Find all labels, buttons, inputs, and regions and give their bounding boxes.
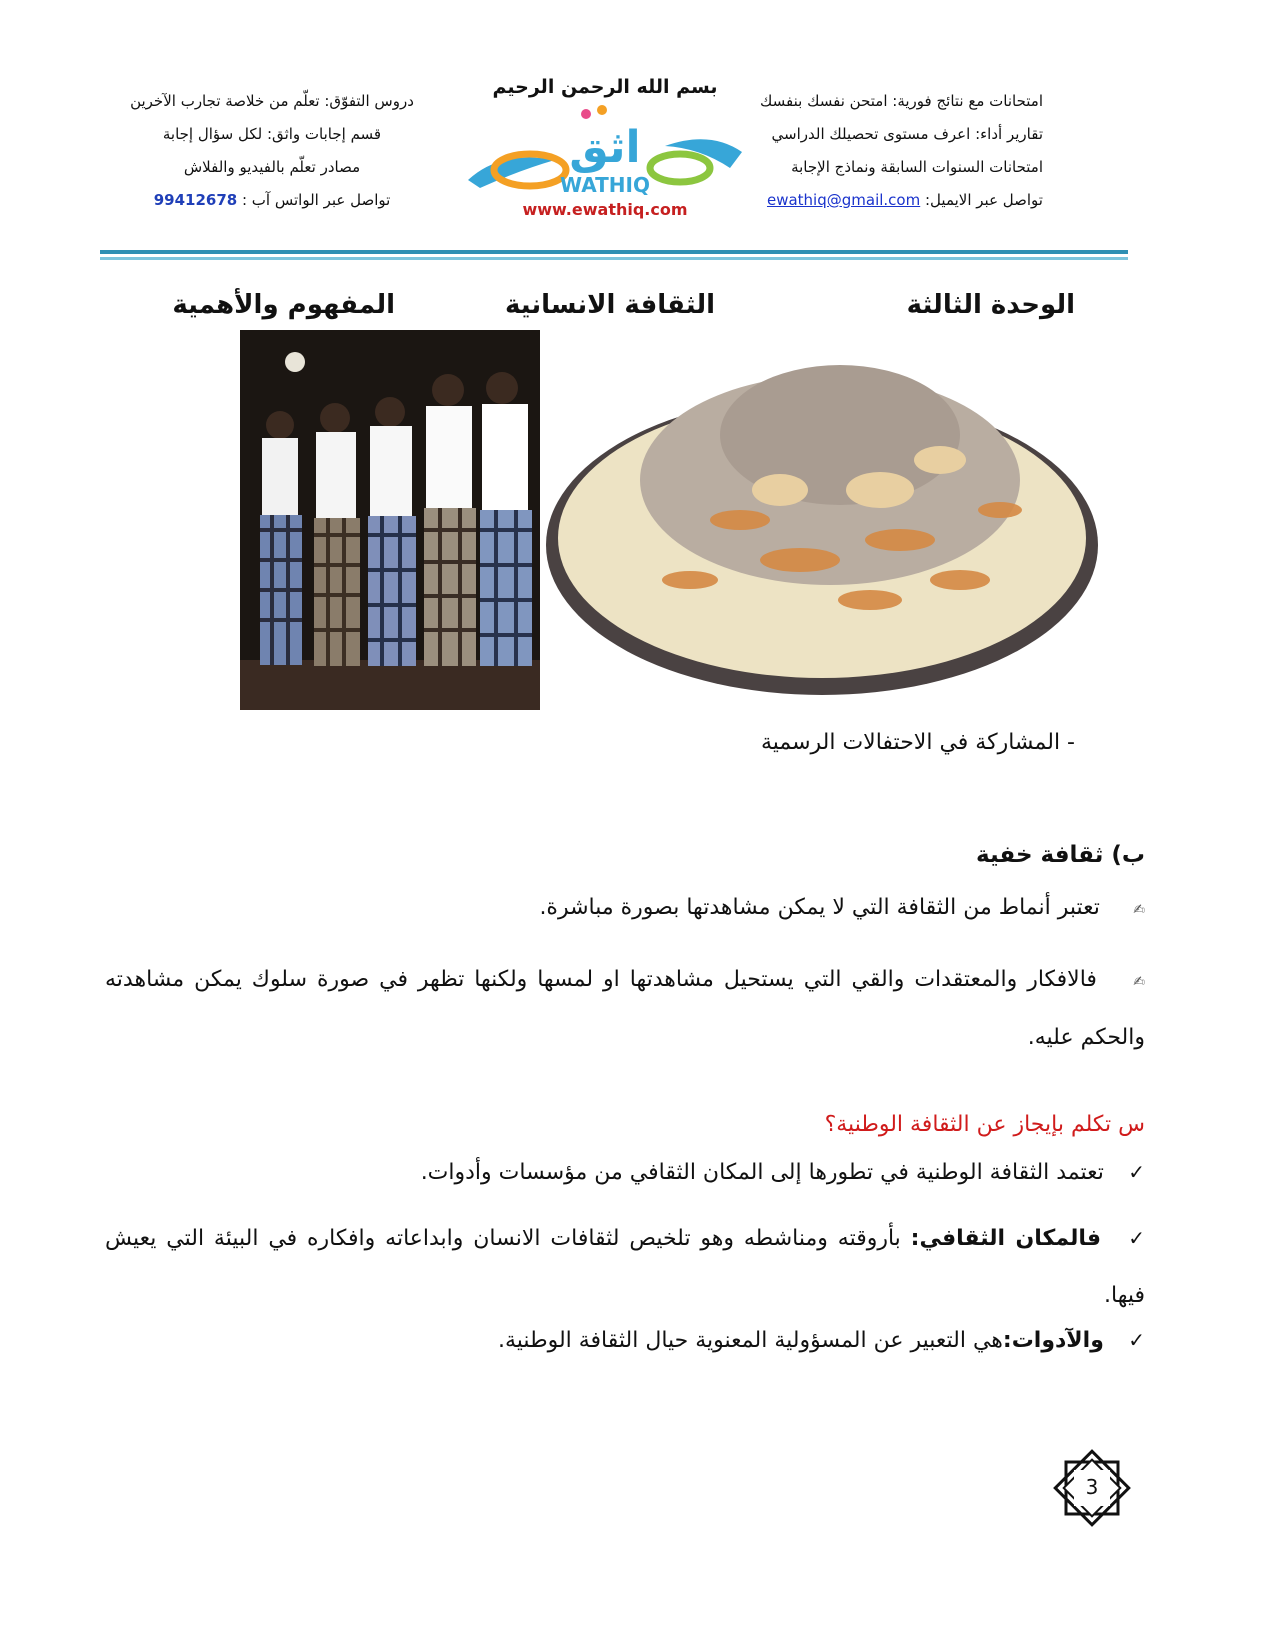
email-link[interactable]: ewathiq@gmail.com [766, 191, 921, 209]
hidden-bullet-text-2: فالافكار والمعتقدات والقي التي يستحيل مشاهدتها او لمسها ولكنها تظهر في صورة سلوك يمكن مشاهدته والحكم عليه. [105, 967, 1145, 1050]
hand-bullet-icon: ✍ [1133, 902, 1145, 918]
website-link[interactable]: www.ewathiq.com [522, 200, 688, 219]
unit-title: الوحدة الثالثة [906, 290, 1075, 320]
topic-title: الثقافة الانسانية [504, 290, 715, 320]
header-right [723, 92, 1043, 209]
header-left-line-3: مصادر تعلّم بالفيديو والفلاش [183, 158, 361, 176]
answer-2-text: بأروقته ومناشطه وهو تلخيص لثقافات الانسان وابداعاته وافكاره في البيئة التي يعيش فيها. [105, 1226, 1145, 1308]
logo-dot-pink [581, 109, 591, 119]
hidden-bullet-1 [125, 895, 1145, 920]
hidden-bullet-text-1: تعتبر أنماط من الثقافة التي لا يمكن مشاهدتها بصورة مباشرة. [539, 895, 1100, 920]
participation-text: - المشاركة في الاحتفالات الرسمية [760, 730, 1075, 755]
header-right-line-3: امتحانات السنوات السابقة ونماذج الإجابة [791, 158, 1043, 176]
answer-1-text: تعتمد الثقافة الوطنية في تطورها إلى المكان الثقافي من مؤسسات وأدوات. [420, 1160, 1104, 1185]
answer-3-text: هي التعبير عن المسؤولية المعنوية حيال الثقافة الوطنية. [498, 1328, 1003, 1353]
checkmark-icon: ✓ [1128, 1160, 1145, 1184]
bismillah: بسم الله الرحمن الرحيم [492, 76, 718, 98]
page-number: 3 [1085, 1475, 1099, 1499]
folk-dancers-photo [240, 330, 540, 710]
answer-2-bold: فالمكان الثقافي: [910, 1226, 1102, 1251]
header-whatsapp-row [117, 191, 427, 209]
answer-2 [105, 1210, 1145, 1325]
answer-1 [105, 1160, 1145, 1185]
concept-title: المفهوم والأهمية [172, 290, 395, 320]
page-number-badge [1052, 1448, 1132, 1528]
logo-arabic: اثق [569, 122, 641, 173]
hand-bullet-icon: ✍ [1133, 974, 1145, 990]
whatsapp-label: تواصل عبر الواتس آب : [241, 191, 391, 209]
wathiq-logo [460, 100, 750, 200]
header-left [117, 92, 427, 209]
header-right-line-1: امتحانات مع نتائج فورية: امتحن نفسك بنفسك [760, 92, 1043, 110]
answer-3 [105, 1328, 1145, 1353]
checkmark-icon: ✓ [1128, 1328, 1145, 1352]
header-right-line-2: تقارير أداء: اعرف مستوى تحصيلك الدراسي [771, 125, 1043, 143]
hidden-culture-heading: ب) ثقافة خفية [976, 842, 1145, 868]
header-left-line-2: قسم إجابات واثق: لكل سؤال إجابة [162, 125, 382, 143]
header-center [460, 76, 750, 219]
traditional-dish-photo [540, 340, 1100, 700]
header-divider-dark [100, 250, 1128, 254]
hidden-bullet-2 [105, 952, 1145, 1067]
answer-3-bold: والآدوات: [1002, 1328, 1104, 1353]
header-divider-light [100, 257, 1128, 260]
question-text: س تكلم بإيجاز عن الثقافة الوطنية؟ [824, 1112, 1145, 1137]
logo-green-ring [650, 154, 710, 182]
logo-wathiq-text: WATHIQ [560, 173, 650, 197]
logo-dot-orange [597, 105, 607, 115]
header-left-line-1: دروس التفوّق: تعلّم من خلاصة تجارب الآخرين [130, 92, 414, 110]
whatsapp-number: 99412678 [153, 191, 238, 209]
checkmark-icon: ✓ [1128, 1226, 1145, 1250]
header-email-row [723, 191, 1043, 209]
email-label: تواصل عبر الايميل: [925, 191, 1043, 209]
